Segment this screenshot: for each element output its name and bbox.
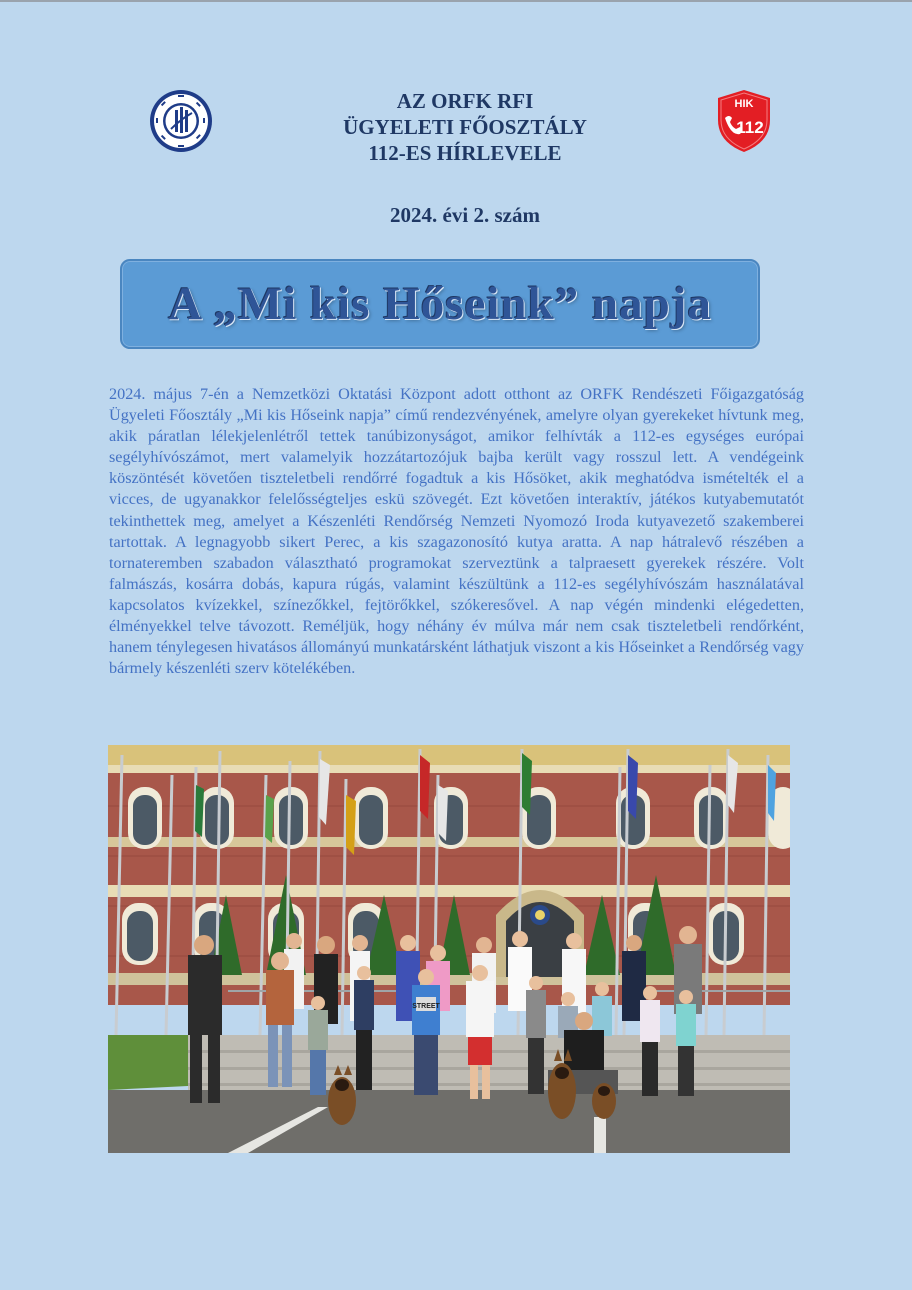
header-line-3: 112-ES HÍRLEVELE [368, 141, 562, 165]
title-banner [120, 259, 760, 349]
issue-number: 2024. évi 2. szám [390, 203, 540, 227]
group-photo [108, 745, 790, 1153]
hik-label: HIK [734, 98, 754, 110]
street-sign-label: STREET [412, 1003, 440, 1010]
info-services-emblem-icon [149, 89, 213, 153]
page-top-border [0, 0, 912, 2]
newsletter-header [250, 88, 680, 166]
header-line-1: AZ ORFK RFI [396, 89, 534, 113]
emergency-number-label: 112 [736, 118, 764, 137]
article-body: 2024. május 7-én a Nemzetközi Oktatási Központ adott otthont az ORFK Rendészeti Főigazgatóság Ügyeleti Főosztály „Mi kis Hőseink napja” című rendezvényének, amelyre olyan gyerekeket hívtunk meg, akik páratlan lélekjelenlétről tettek tanúbizonyságot, amikor felhívták a 112-es egységes európai segélyhívószámot, mert valamelyik hozzátartozójuk bajba került vagy rosszul lett. A vendégeink köszöntését követően tiszteletbeli rendőrré fogadtuk a kis Hősöket, akik meghatódva ismételték el a vicces, de ugyanakkor felelősségteljes eskü szövegét. Ezt követően interaktív, játékos kutyabemutatót tekinthettek meg, amelyet a Készenléti Rendőrség Nemzeti Nyomozó Iroda kutyavezető szakemberei tartottak. A legnagyobb sikert Perec, a kis szagazonosító kutya aratta. A nap hátralevő részében a tornateremben szabadon választható programokat szerveztünk a talpraesett gyerekek részére. Volt falmászás, kosárra dobás, kapura rúgás, valamint készültünk a 112-es segélyhívószám használatával kapcsolatos kvízekkel, színezőkkel, fejtörőkkel, szókeresővel. A nap végén mindenki elégedetten, élményekkel telve távozott. Reméljük, hogy néhány év múlva már nem csak tiszteletbeli rendőrként, hanem ténylegesen hivatásos állományú munkatársként láthatjuk viszont a kis Hőseinket a Rendőrség vagy bármely készenléti szerv kötelékében. [109, 385, 804, 678]
article-title: A „Mi kis Hőseink” napja [168, 278, 712, 330]
header-line-2: ÜGYELETI FŐOSZTÁLY [343, 115, 587, 139]
hik-112-shield-icon [716, 88, 772, 154]
